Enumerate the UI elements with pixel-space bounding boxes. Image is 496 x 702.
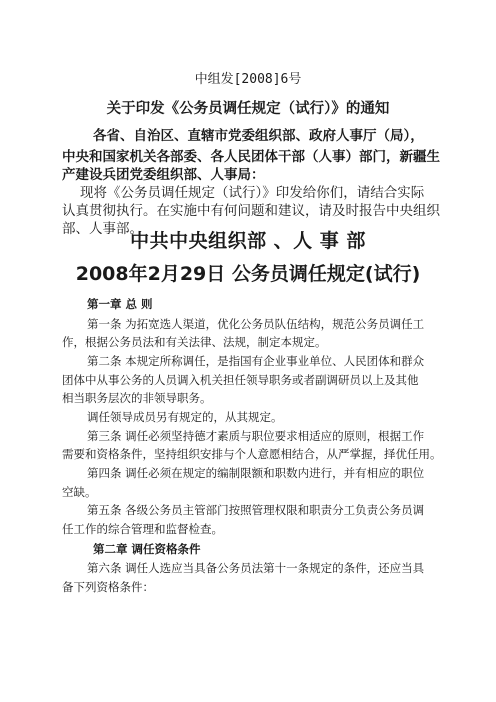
addressee-line: 各省、自治区、直辖市党委组织部、政府人事厅（局）， [93,128,424,144]
article-line: 备下列资格条件： [62,580,154,594]
article-line: 第六条 调任人选应当具备公务员法第十一条规定的条件，还应当具 [87,561,425,575]
notice-title: 关于印发《公务员调任规定（试行）》的通知 [106,100,390,117]
notice-paragraph-line: 部、人事部。 [62,221,143,237]
article-line: 第四条 调任必须在规定的编制限额和职数内进行，并有相应的职位 [87,466,425,480]
article-line: 第一条 为拓宽选人渠道，优化公务员队伍结构，规范公务员调任工 [87,317,425,331]
article-line: 第三条 调任必须坚持德才素质与职位要求相适应的原则，根据工作 [87,429,425,443]
article-line: 第二条 本规定所称调任，是指国有企业事业单位、人民团体和群众 [87,354,425,368]
addressee-line: 中央和国家机关各部委、各人民团体干部（人事）部门，新疆生 [62,149,440,165]
notice-paragraph-line: 现将《公务员调任规定（试行）》印发给你们，请结合实际 [80,185,425,201]
date-and-regulation-title: 2008年2月29日 公务员调任规定(试行) [75,263,421,285]
article-line: 相当职务层次的非领导职务。 [62,391,212,405]
document-number: 中组发[2008]6号 [194,72,302,87]
article-line: 任工作的综合管理和监督检查。 [62,522,223,536]
article-line: 第五条 各级公务员主管部门按照管理权限和职责分工负责公务员调 [87,503,425,517]
article-line: 空缺。 [62,485,97,499]
chapter-heading: 第二章 调任资格条件 [93,542,201,556]
article-line: 团体中从事公务的人员调入机关担任领导职务或者副调研员以上及其他 [62,373,419,387]
article-line: 作，根据公务员法和有关法律、法规，制定本规定。 [62,335,327,349]
notice-paragraph-line: 认真贯彻执行。在实施中有何问题和建议，请及时报告中央组织 [62,203,440,219]
addressee-line: 产建设兵团党委组织部、人事局： [62,167,265,183]
article-line: 需要和资格条件，坚持组织安排与个人意愿相结合，从严掌握，择优任用。 [62,447,442,461]
issuing-organizations: 中共中央组织部 、人 事 部 [130,230,366,252]
article-line: 调任领导成员另有规定的，从其规定。 [87,410,283,424]
chapter-heading: 第一章 总 则 [87,297,153,311]
